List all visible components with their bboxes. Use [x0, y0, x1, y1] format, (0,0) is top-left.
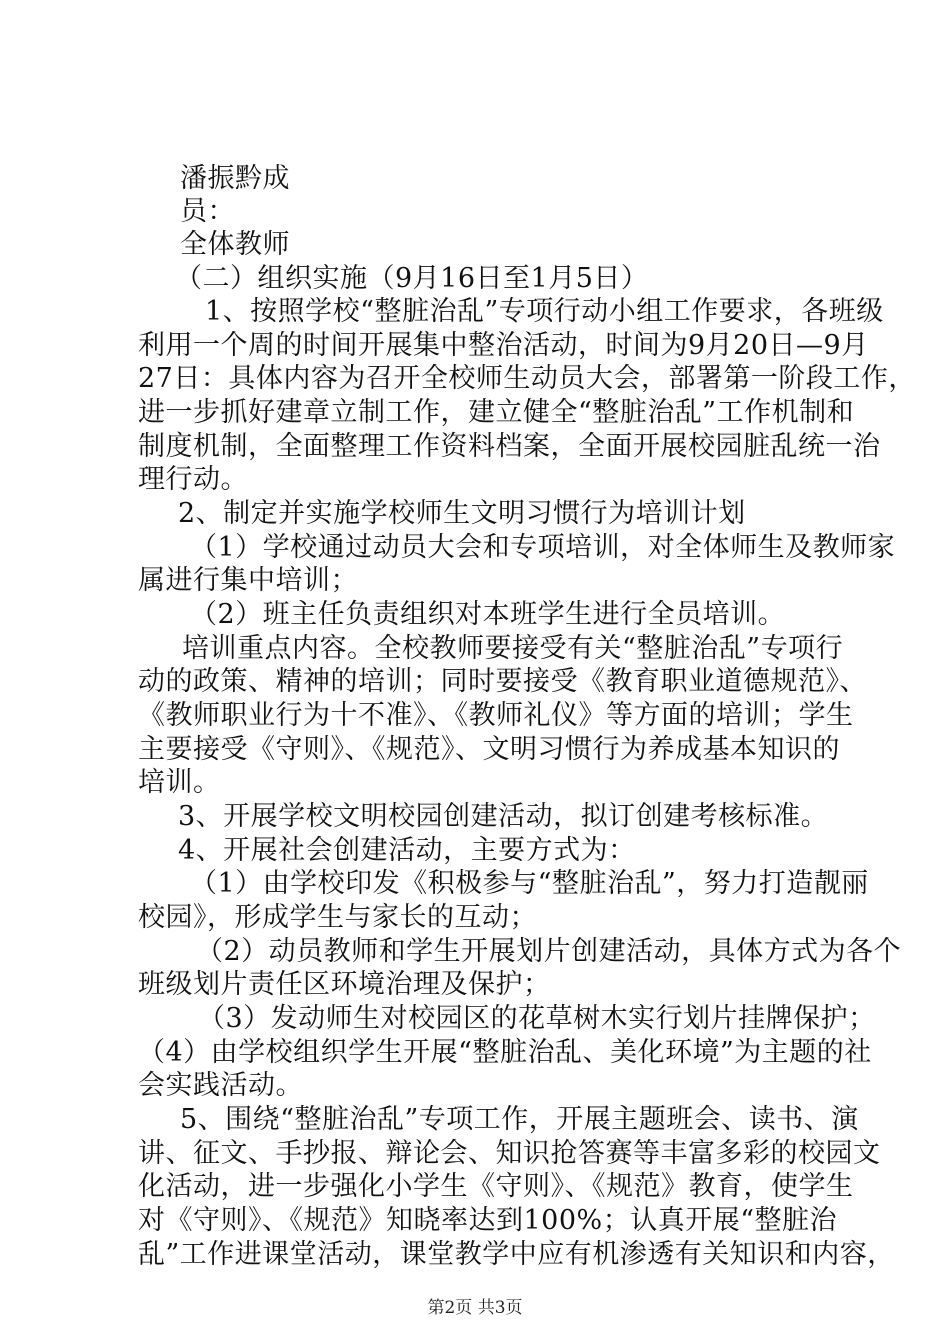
paragraph-line: 全体教师 [180, 229, 290, 260]
paragraph-line: （1）学校通过动员大会和专项培训，对全体师生及教师家 [190, 532, 896, 563]
paragraph-line: （2）班主任负责组织对本班学生进行全员培训。 [190, 599, 786, 630]
paragraph-line: （二）组织实施（9月16日至1月5日） [175, 263, 649, 294]
paragraph-line: 员： [180, 196, 235, 227]
paragraph-line: 进一步抓好建章立制工作，建立健全“整脏治乱”工作机制和 [138, 397, 855, 428]
paragraph-line: 利用一个周的时间开展集中整治活动，时间为9月20日—9月 [138, 330, 869, 361]
paragraph-line: 3、开展学校文明校园创建活动，拟订创建考核标准。 [178, 801, 829, 832]
paragraph-line: 化活动，进一步强化小学生《守则》、《规范》教育，使学生 [138, 1171, 854, 1202]
paragraph-line: 潘振黔成 [180, 163, 290, 194]
paragraph-line: 2、制定并实施学校师生文明习惯行为培训计划 [178, 498, 746, 529]
paragraph-line: 培训。 [138, 767, 221, 798]
paragraph-line: 《教师职业行为十不准》、《教师礼仪》等方面的培训；学生 [138, 700, 854, 731]
paragraph-line: 属进行集中培训； [138, 565, 358, 596]
paragraph-line: （2）动员教师和学生开展划片创建活动，具体方式为各个 [196, 936, 902, 967]
page-footer: 第2页 共3页 [427, 1298, 523, 1318]
paragraph-line: 乱”工作进课堂活动，课堂教学中应有机渗透有关知识和内容， [138, 1239, 895, 1270]
paragraph-line: 理行动。 [138, 464, 248, 495]
paragraph-line: 制度机制，全面整理工作资料档案，全面开展校园脏乱统一治 [138, 431, 881, 462]
paragraph-line: 主要接受《守则》、《规范》、文明习惯行为养成基本知识的 [138, 734, 840, 765]
paragraph-line: 27日：具体内容为召开全校师生动员大会，部署第一阶段工作， [138, 363, 916, 394]
paragraph-line: 动的政策、精神的培训；同时要接受《教育职业道德规范》、 [138, 666, 867, 697]
paragraph-line: 校园》，形成学生与家长的互动； [138, 902, 537, 933]
paragraph-line: 会实践活动。 [138, 1070, 303, 1101]
paragraph-line: （1）由学校印发《积极参与“整脏治乱”，努力打造靓丽 [190, 868, 869, 899]
paragraph-line: 班级划片责任区环境治理及保护； [138, 969, 551, 1000]
paragraph-line: 5、围绕“整脏治乱”专项工作，开展主题班会、读书、演 [180, 1104, 859, 1135]
paragraph-line: 培训重点内容。全校教师要接受有关“整脏治乱”专项行 [182, 633, 844, 664]
paragraph-line: 1、按照学校“整脏治乱”专项行动小组工作要求，各班级 [205, 296, 884, 327]
paragraph-line: 对《守则》、《规范》知晓率达到100%；认真开展“整脏治 [138, 1205, 837, 1236]
paragraph-line: （3）发动师生对校园区的花草树木实行划片挂牌保护； [198, 1003, 876, 1034]
paragraph-line: 讲、征文、手抄报、辩论会、知识抢答赛等丰富多彩的校园文 [138, 1138, 881, 1169]
paragraph-line: （4）由学校组织学生开展“整脏治乱、美化环境”为主题的社 [138, 1037, 872, 1068]
paragraph-line: 4、开展社会创建活动，主要方式为： [178, 835, 636, 866]
